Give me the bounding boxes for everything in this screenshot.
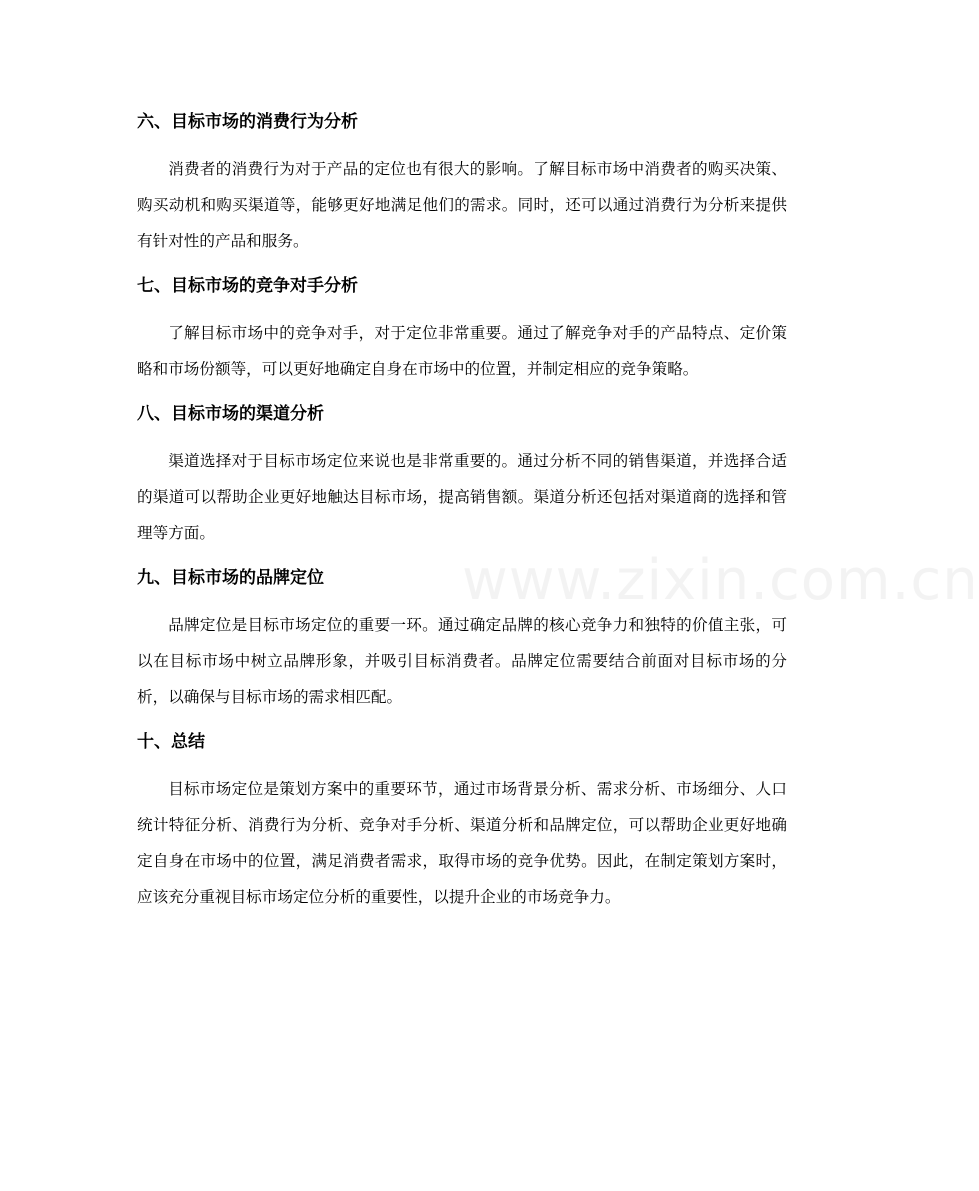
- watermark: www.zixin.com.cn: [462, 548, 979, 613]
- section-summary: [137, 727, 787, 915]
- document-body: [137, 107, 787, 927]
- section-heading: 六、目标市场的消费行为分析: [137, 112, 358, 132]
- section-brand-positioning: [137, 563, 787, 715]
- section-heading: 八、目标市场的渠道分析: [137, 404, 324, 424]
- section-channel-analysis: [137, 399, 787, 551]
- section-heading: 十、总结: [137, 732, 205, 752]
- section-paragraph: 了解目标市场中的竞争对手，对于定位非常重要。通过了解竞争对手的产品特点、定价策略和市场份额等，可以更好地确定自身在市场中的位置，并制定相应的竞争策略。: [137, 324, 787, 378]
- section-paragraph: 品牌定位是目标市场定位的重要一环。通过确定品牌的核心竞争力和独特的价值主张，可以在目标市场中树立品牌形象，并吸引目标消费者。品牌定位需要结合前面对目标市场的分析，以确保与目标市场的需求相匹配。: [137, 616, 787, 706]
- section-competitor-analysis: [137, 271, 787, 387]
- section-paragraph: 目标市场定位是策划方案中的重要环节，通过市场背景分析、需求分析、市场细分、人口统计特征分析、消费行为分析、竞争对手分析、渠道分析和品牌定位，可以帮助企业更好地确定自身在市场中的位置，满足消费者需求，取得市场的竞争优势。因此，在制定策划方案时，应该充分重视目标市场定位分析的重要性，以提升企业的市场竞争力。: [137, 780, 787, 906]
- section-heading: 七、目标市场的竞争对手分析: [137, 276, 358, 296]
- section-paragraph: 渠道选择对于目标市场定位来说也是非常重要的。通过分析不同的销售渠道，并选择合适的渠道可以帮助企业更好地触达目标市场，提高销售额。渠道分析还包括对渠道商的选择和管理等方面。: [137, 452, 787, 542]
- section-heading: 九、目标市场的品牌定位: [137, 568, 324, 588]
- section-paragraph: 消费者的消费行为对于产品的定位也有很大的影响。了解目标市场中消费者的购买决策、购买动机和购买渠道等，能够更好地满足他们的需求。同时，还可以通过消费行为分析来提供有针对性的产品和服务。: [137, 160, 787, 250]
- section-consumer-behavior: [137, 107, 787, 259]
